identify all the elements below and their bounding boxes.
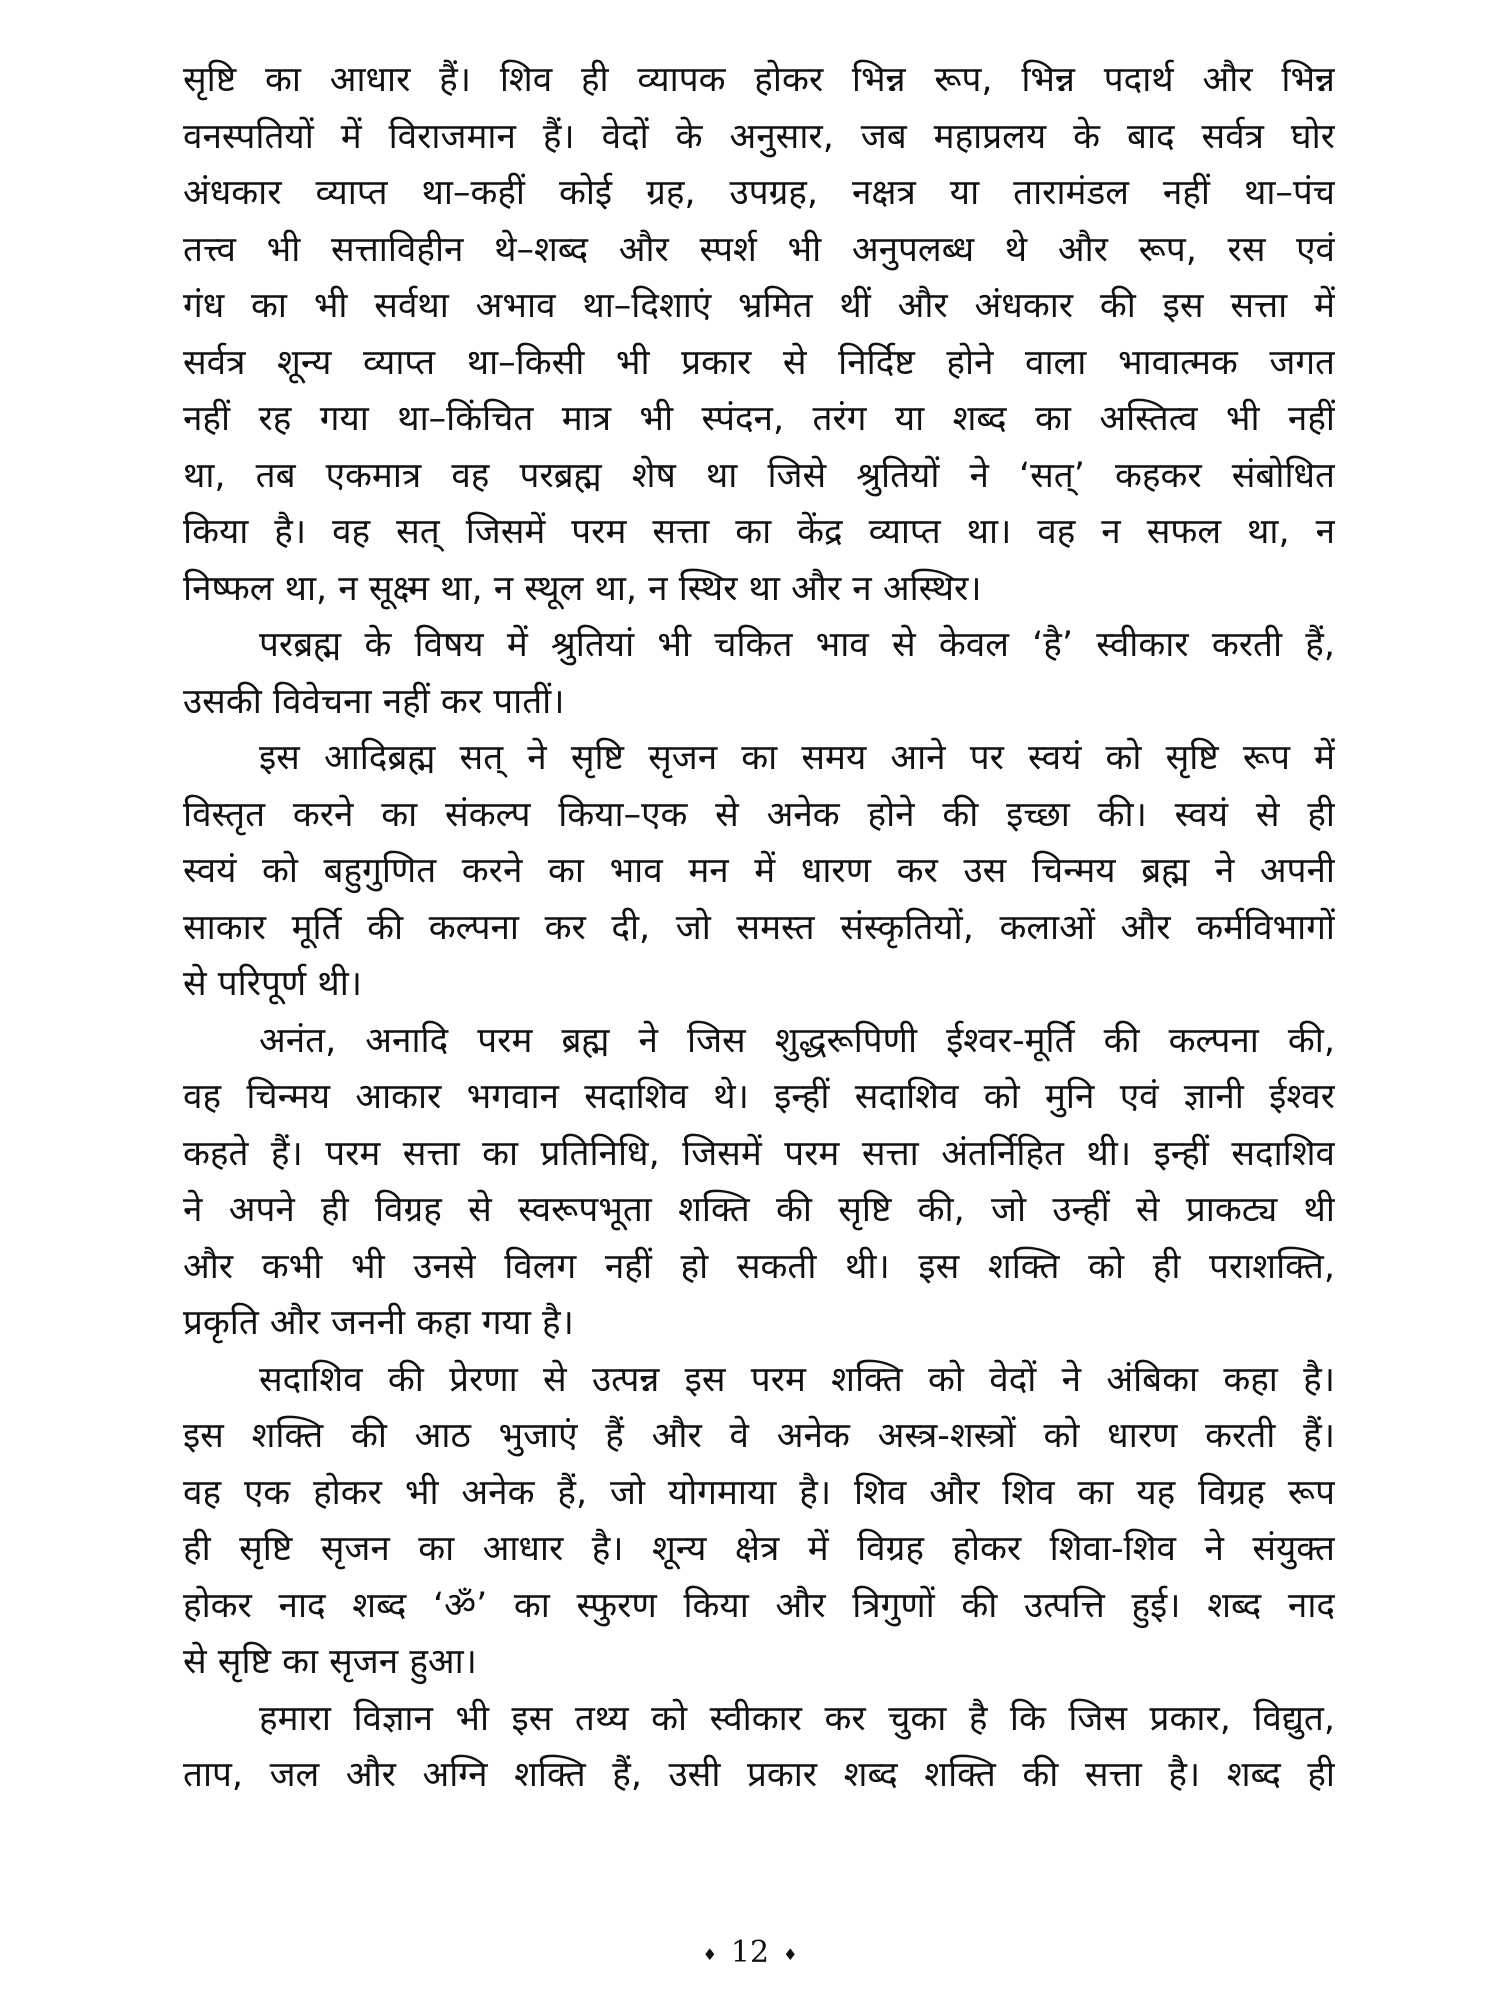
ornament-left-icon: ♦ bbox=[702, 1944, 717, 1964]
text-line: उसकी विवेचना नहीं कर पातीं। bbox=[183, 681, 565, 722]
text-line: सृष्टि का आधार हैं। शिव ही व्यापक होकर भिन्न रूप, भिन्न पदार्थ और भिन्न bbox=[183, 60, 1335, 100]
text-line: प्रकृति और जननी कहा गया है। bbox=[183, 1303, 574, 1343]
text-line: इस शक्ति की आठ भुजाएं हैं और वे अनेक अस्त्र-शस्त्रों को धारण करती हैं। bbox=[183, 1416, 1335, 1456]
text-line: निष्फल था, न सूक्ष्म था, न स्थूल था, न स्थिर था और न अस्थिर। bbox=[183, 568, 982, 609]
text-line: विस्तृत करने का संकल्प किया–एक से अनेक होने की इच्छा की। स्वयं से ही bbox=[183, 794, 1335, 835]
text-line: साकार मूर्ति की कल्पना कर दी, जो समस्त संस्कृतियों, कलाओं और कर्मविभागों bbox=[183, 907, 1335, 948]
text-line: होकर नाद शब्द ‘ॐ’ का स्फुरण किया और त्रिगुणों की उत्पत्ति हुई। शब्द नाद bbox=[183, 1585, 1335, 1626]
paragraph bbox=[183, 52, 1335, 617]
text-line: और कभी भी उनसे विलग नहीं हो सकती थी। इस शक्ति को ही पराशक्ति, bbox=[183, 1246, 1335, 1287]
paragraph bbox=[183, 617, 1335, 730]
text-line: हमारा विज्ञान भी इस तथ्य को स्वीकार कर चुका है कि जिस प्रकार, विद्युत, bbox=[259, 1698, 1335, 1739]
text-line: सर्वत्र शून्य व्याप्त था–किसी भी प्रकार से निर्दिष्ट होने वाला भावात्मक जगत bbox=[183, 342, 1335, 383]
page-number: 12 bbox=[730, 1935, 770, 1970]
text-line: ताप, जल और अग्नि शक्ति हैं, उसी प्रकार शब्द शक्ति की सत्ता है। शब्द ही bbox=[183, 1755, 1335, 1795]
text-line: इस आदिब्रह्म सत् ने सृष्टि सृजन का समय आने पर स्वयं को सृष्टि रूप में bbox=[259, 738, 1335, 778]
paragraph bbox=[183, 1691, 1335, 1804]
text-line: सदाशिव की प्रेरणा से उत्पन्न इस परम शक्ति को वेदों ने अंबिका कहा है। bbox=[259, 1359, 1335, 1400]
text-line: किया है। वह सत् जिसमें परम सत्ता का केंद्र व्याप्त था। वह न सफल था, न bbox=[183, 512, 1335, 552]
text-line: से परिपूर्ण थी। bbox=[183, 964, 363, 1004]
text-line: तत्त्व भी सत्ताविहीन थे–शब्द और स्पर्श भी अनुपलब्ध थे और रूप, रस एवं bbox=[183, 229, 1335, 270]
text-line: परब्रह्म के विषय में श्रुतियां भी चकित भाव से केवल ‘है’ स्वीकार करती हैं, bbox=[259, 625, 1335, 665]
text-line: अनंत, अनादि परम ब्रह्म ने जिस शुद्धरूपिणी ईश्वर-मूर्ति की कल्पना की, bbox=[259, 1020, 1335, 1061]
paragraph bbox=[183, 730, 1335, 1013]
text-line: नहीं रह गया था–किंचित मात्र भी स्पंदन, तरंग या शब्द का अस्तित्व भी नहीं bbox=[183, 399, 1335, 439]
text-line: अंधकार व्याप्त था–कहीं कोई ग्रह, उपग्रह, नक्षत्र या तारामंडल नहीं था–पंच bbox=[183, 173, 1335, 213]
text-line: ही सृष्टि सृजन का आधार है। शून्य क्षेत्र में विग्रह होकर शिवा-शिव ने संयुक्त bbox=[183, 1529, 1335, 1569]
text-line: कहते हैं। परम सत्ता का प्रतिनिधि, जिसमें परम सत्ता अंतर्निहित थी। इन्हीं सदाशिव bbox=[183, 1133, 1335, 1174]
text-line: वनस्पतियों में विराजमान हैं। वेदों के अनुसार, जब महाप्रलय के बाद सर्वत्र घोर bbox=[183, 116, 1335, 157]
text-line: ने अपने ही विग्रह से स्वरूपभूता शक्ति की सृष्टि की, जो उन्हीं से प्राकट्य थी bbox=[183, 1190, 1335, 1230]
ornament-right-icon: ♦ bbox=[783, 1944, 798, 1964]
text-line: गंध का भी सर्वथा अभाव था–दिशाएं भ्रमित थीं और अंधकार की इस सत्ता में bbox=[183, 286, 1335, 326]
page-footer bbox=[0, 1935, 1500, 1970]
page-body bbox=[183, 52, 1335, 1804]
text-line: से सृष्टि का सृजन हुआ। bbox=[183, 1642, 477, 1682]
text-line: था, तब एकमात्र वह परब्रह्म शेष था जिसे श्रुतियों ने ‘सत्’ कहकर संबोधित bbox=[183, 455, 1335, 496]
text-line: वह एक होकर भी अनेक हैं, जो योगमाया है। शिव और शिव का यह विग्रह रूप bbox=[183, 1472, 1335, 1513]
text-line: स्वयं को बहुगुणित करने का भाव मन में धारण कर उस चिन्मय ब्रह्म ने अपनी bbox=[183, 851, 1335, 891]
text-line: वह चिन्मय आकार भगवान सदाशिव थे। इन्हीं सदाशिव को मुनि एवं ज्ञानी ईश्वर bbox=[183, 1077, 1335, 1117]
paragraph bbox=[183, 1352, 1335, 1691]
paragraph bbox=[183, 1013, 1335, 1352]
